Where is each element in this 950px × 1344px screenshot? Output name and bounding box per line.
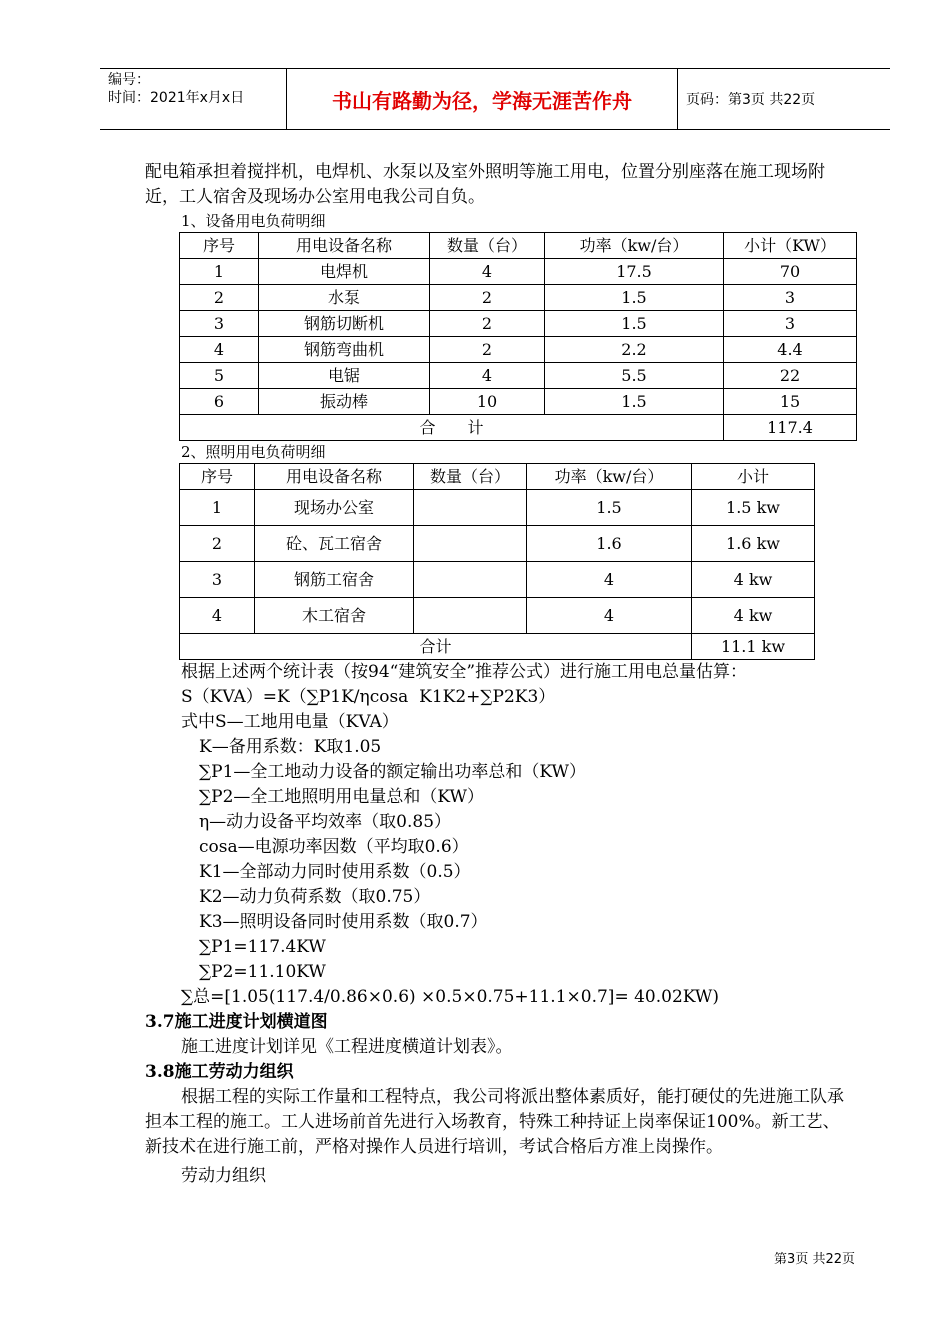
cell: 2 — [180, 285, 259, 311]
table-row — [180, 526, 815, 562]
equipment-load-table — [179, 232, 857, 441]
table-row — [180, 490, 815, 526]
table1-caption: 1、设备用电负荷明细 — [181, 212, 326, 230]
formula-def: K—备用系数：K取1.05 — [199, 737, 382, 757]
page-footer: 第3页 共22页 — [774, 1252, 855, 1267]
cell: 6 — [180, 389, 259, 415]
cell: 2 — [430, 311, 545, 337]
formula-definitions — [181, 735, 855, 985]
cell: 1.5 kw — [692, 490, 815, 526]
table-row — [180, 311, 857, 337]
cell: 22 — [724, 363, 857, 389]
cell: 振动棒 — [259, 389, 430, 415]
cell: 钢筋切断机 — [259, 311, 430, 337]
section-text: 根据工程的实际工作量和工程特点，我公司将派出整体素质好，能打硬仗的先进施工队承担本工程的施工。工人进场前首先进行入场教育，特殊工种持证上岗率保证100%。新工艺、新技术在进行施工前，严格对操作人员进行培训，考试合格后方准上岗操作。 — [145, 1087, 844, 1157]
section-heading: 3.7施工进度计划横道图 — [145, 1012, 328, 1032]
formula-def: K1—全部动力同时使用系数（0.5） — [199, 862, 471, 882]
page-header — [100, 68, 890, 130]
col-header: 功率（kw/台） — [545, 233, 724, 259]
cell: 水泵 — [259, 285, 430, 311]
col-header: 数量（台） — [414, 464, 527, 490]
cell: 4 kw — [692, 562, 815, 598]
cell: 1.5 — [545, 311, 724, 337]
section-subtext: 劳动力组织 — [181, 1166, 266, 1186]
col-header: 小计 — [692, 464, 815, 490]
cell: 1 — [180, 490, 255, 526]
cell: 17.5 — [545, 259, 724, 285]
section-text: 施工进度计划详见《工程进度横道计划表》。 — [181, 1037, 513, 1057]
formula-def: ∑P2—全工地照明用电量总和（KW） — [199, 787, 484, 807]
cell: 4 — [180, 598, 255, 634]
table-row — [180, 337, 857, 363]
table-header-row — [180, 464, 815, 490]
cell: 4 kw — [692, 598, 815, 634]
cell: 1.6 kw — [692, 526, 815, 562]
cell: 10 — [430, 389, 545, 415]
formula-def: ∑P1—全工地动力设备的额定输出功率总和（KW） — [199, 762, 586, 782]
serial-label: 编号： — [108, 72, 150, 88]
cell: 1.5 — [545, 285, 724, 311]
cell: 4 — [430, 363, 545, 389]
cell: 4 — [527, 598, 692, 634]
table-total-row — [180, 634, 815, 660]
col-header: 小计（KW） — [724, 233, 857, 259]
cell — [414, 490, 527, 526]
header-meta — [100, 69, 286, 129]
formula-def: cosa—电源功率因数（平均取0.6） — [199, 837, 469, 857]
formula-equation: S（KVA）=K（∑P1K/ηcosa K1K2+∑P2K3） — [181, 687, 556, 707]
table-total-row — [180, 415, 857, 441]
formula-total: ∑总=[1.05(117.4/0.86×0.6) ×0.5×0.75+11.1×0.7]= 40.02KW) — [181, 987, 719, 1007]
total-label: 合计 — [180, 634, 692, 660]
time-label: 时间：2021年x月x日 — [108, 90, 245, 106]
document-body — [145, 160, 855, 1189]
total-value: 11.1 kw — [692, 634, 815, 660]
total-label: 合 计 — [180, 415, 724, 441]
header-page-number: 页码：第3页 共22页 — [686, 92, 816, 108]
table-header-row — [180, 233, 857, 259]
cell: 电焊机 — [259, 259, 430, 285]
col-header: 序号 — [180, 464, 255, 490]
cell: 3 — [724, 285, 857, 311]
cell: 70 — [724, 259, 857, 285]
total-value: 117.4 — [724, 415, 857, 441]
formula-def: ∑P1=117.4KW — [199, 937, 326, 957]
cell: 5 — [180, 363, 259, 389]
cell: 4 — [180, 337, 259, 363]
cell — [414, 598, 527, 634]
cell: 电锯 — [259, 363, 430, 389]
cell: 4.4 — [724, 337, 857, 363]
table-row — [180, 285, 857, 311]
cell: 2 — [430, 337, 545, 363]
formula-def: ∑P2=11.10KW — [199, 962, 326, 982]
cell: 3 — [180, 311, 259, 337]
cell: 4 — [527, 562, 692, 598]
table-row — [180, 259, 857, 285]
cell: 2.2 — [545, 337, 724, 363]
col-header: 用电设备名称 — [255, 464, 414, 490]
formula-def: η—动力设备平均效率（取0.85） — [199, 812, 452, 832]
table-row — [180, 389, 857, 415]
cell: 3 — [180, 562, 255, 598]
cell — [414, 562, 527, 598]
cell: 2 — [180, 526, 255, 562]
cell: 1 — [180, 259, 259, 285]
cell: 15 — [724, 389, 857, 415]
table-row — [180, 562, 815, 598]
table-row — [180, 598, 815, 634]
cell: 2 — [430, 285, 545, 311]
table2-caption: 2、照明用电负荷明细 — [181, 443, 326, 461]
cell: 钢筋工宿舍 — [255, 562, 414, 598]
cell: 现场办公室 — [255, 490, 414, 526]
col-header: 功率（kw/台） — [527, 464, 692, 490]
formula-section — [145, 660, 855, 1010]
cell: 1.6 — [527, 526, 692, 562]
cell: 5.5 — [545, 363, 724, 389]
col-header: 序号 — [180, 233, 259, 259]
formula-def: K3—照明设备同时使用系数（取0.7） — [199, 912, 488, 932]
cell: 木工宿舍 — [255, 598, 414, 634]
cell: 4 — [430, 259, 545, 285]
col-header: 用电设备名称 — [259, 233, 430, 259]
formula-lead: 根据上述两个统计表（按94“建筑安全”推荐公式）进行施工用电总量估算： — [181, 662, 748, 682]
header-motto: 书山有路勤为径，学海无涯苦作舟 — [286, 69, 678, 129]
cell — [414, 526, 527, 562]
cell: 1.5 — [545, 389, 724, 415]
formula-where: 式中S—工地用电量（KVA） — [181, 712, 399, 732]
formula-def: K2—动力负荷系数（取0.75） — [199, 887, 431, 907]
intro-paragraph: 配电箱承担着搅拌机，电焊机、水泵以及室外照明等施工用电，位置分别座落在施工现场附近，工人宿舍及现场办公室用电我公司自负。 — [145, 162, 825, 207]
cell: 1.5 — [527, 490, 692, 526]
cell: 3 — [724, 311, 857, 337]
col-header: 数量（台） — [430, 233, 545, 259]
section-heading: 3.8施工劳动力组织 — [145, 1062, 294, 1082]
lighting-load-table — [179, 463, 815, 660]
cell: 砼、瓦工宿舍 — [255, 526, 414, 562]
table-row — [180, 363, 857, 389]
cell: 钢筋弯曲机 — [259, 337, 430, 363]
